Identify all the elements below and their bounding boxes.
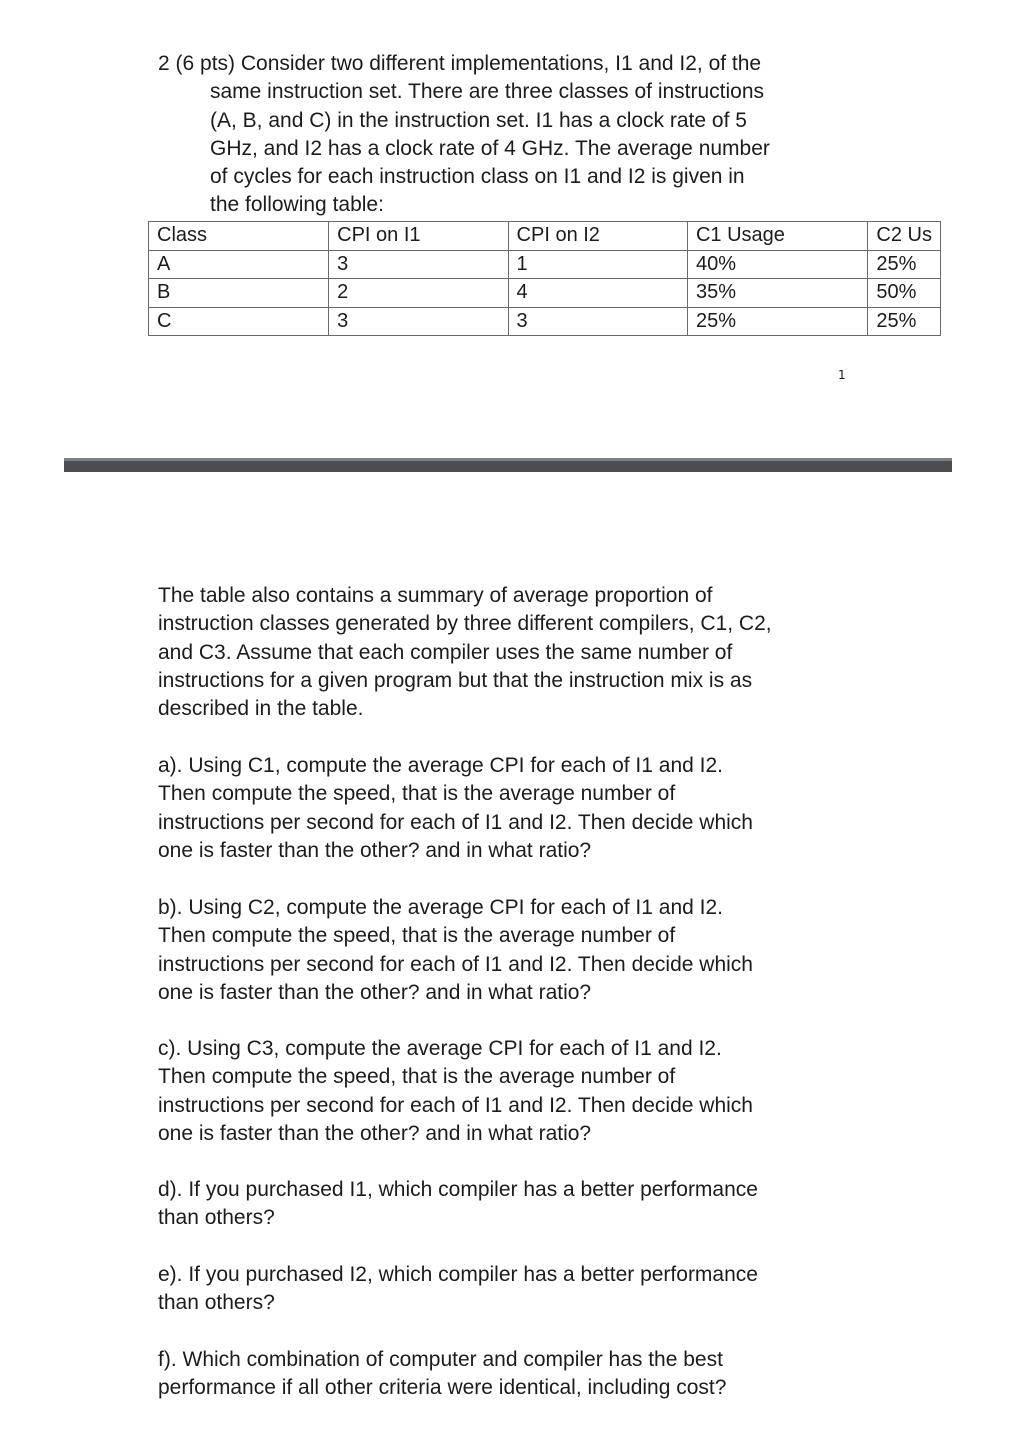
paragraph-line: instruction classes generated by three different compilers, C1, C2,	[158, 612, 772, 636]
question-line: performance if all other criteria were identical, including cost?	[158, 1376, 727, 1400]
table-cell: A	[149, 250, 329, 279]
question-intro-line: same instruction set. There are three classes of instructions	[210, 80, 765, 104]
question-intro-line: the following table:	[210, 193, 384, 217]
question-line: instructions per second for each of I1 and I2. Then decide which	[158, 810, 753, 834]
paragraph-line: described in the table.	[158, 697, 364, 721]
question-e	[158, 1261, 878, 1318]
question-line: c). Using C3, compute the average CPI for each of I1 and I2.	[158, 1037, 722, 1060]
table-header-row	[149, 222, 941, 251]
table-cell: 40%	[687, 250, 867, 279]
question-line: instructions per second for each of I1 and I2. Then decide which	[158, 1093, 753, 1117]
question-line: d). If you purchased I1, which compiler has a better performance	[158, 1178, 758, 1201]
table-cell: C	[149, 307, 329, 336]
question-d	[158, 1176, 878, 1233]
table-cell: 50%	[868, 279, 941, 308]
page-separator-bar	[64, 458, 952, 472]
question-line: b). Using C2, compute the average CPI for each of I1 and I2.	[158, 896, 723, 919]
table-cell: 25%	[868, 250, 941, 279]
table-clip-region	[0, 0, 941, 460]
question-b	[158, 894, 878, 1007]
table-cell: 4	[508, 279, 687, 308]
table-cell: 1	[508, 250, 687, 279]
table-row	[149, 279, 941, 308]
table-cell: 35%	[687, 279, 867, 308]
table-row	[149, 307, 941, 336]
paragraph-line: instructions for a given program but that the instruction mix is as	[158, 668, 753, 692]
question-line: than others?	[158, 1291, 275, 1315]
question-line: one is faster than the other? and in what ratio?	[158, 1121, 592, 1145]
table-cell: 25%	[868, 307, 941, 336]
document-page-1	[0, 0, 1010, 458]
question-intro-line: (A, B, and C) in the instruction set. I1 has a clock rate of 5	[210, 108, 747, 132]
question-line: instructions per second for each of I1 and I2. Then decide which	[158, 952, 753, 976]
paragraph-line: The table also contains a summary of average proportion of	[158, 584, 713, 607]
question-a	[158, 752, 878, 865]
table-row	[149, 250, 941, 279]
table-cell: 2	[329, 279, 508, 308]
question-line: e). If you purchased I2, which compiler has a better performance	[158, 1263, 758, 1286]
question-line: than others?	[158, 1206, 275, 1230]
question-line: one is faster than the other? and in what ratio?	[158, 838, 592, 862]
question-line: a). Using C1, compute the average CPI for each of I1 and I2.	[158, 754, 723, 777]
table-header-cell: Class	[149, 222, 329, 251]
table-header-cell: CPI on I2	[508, 222, 687, 251]
table-cell: 25%	[687, 307, 867, 336]
question-line: Then compute the speed, that is the average number of	[158, 1065, 676, 1089]
question-c	[158, 1035, 878, 1148]
question-intro-line: GHz, and I2 has a clock rate of 4 GHz. The average number	[210, 136, 770, 160]
compiler-summary-paragraph	[158, 582, 878, 723]
question-intro-line: 2 (6 pts) Consider two different implementations, I1 and I2, of the	[158, 52, 762, 75]
table-cell: 3	[329, 307, 508, 336]
table-cell: 3	[329, 250, 508, 279]
table-header-cell: C2 Us	[868, 222, 941, 251]
question-line: Then compute the speed, that is the average number of	[158, 924, 676, 948]
paragraph-line: and C3. Assume that each compiler uses the same number of	[158, 640, 733, 664]
question-line: one is faster than the other? and in what ratio?	[158, 980, 592, 1004]
question-line: f). Which combination of computer and compiler has the best	[158, 1348, 723, 1371]
table-cell: 3	[508, 307, 687, 336]
question-line: Then compute the speed, that is the average number of	[158, 782, 676, 806]
question-intro-line: of cycles for each instruction class on I1 and I2 is given in	[210, 165, 745, 189]
table-header-cell: CPI on I1	[329, 222, 508, 251]
cpi-usage-table	[148, 221, 941, 336]
question-f	[158, 1346, 878, 1403]
table-header-cell: C1 Usage	[687, 222, 867, 251]
table-cell: B	[149, 279, 329, 308]
page-number: 1	[838, 368, 846, 382]
